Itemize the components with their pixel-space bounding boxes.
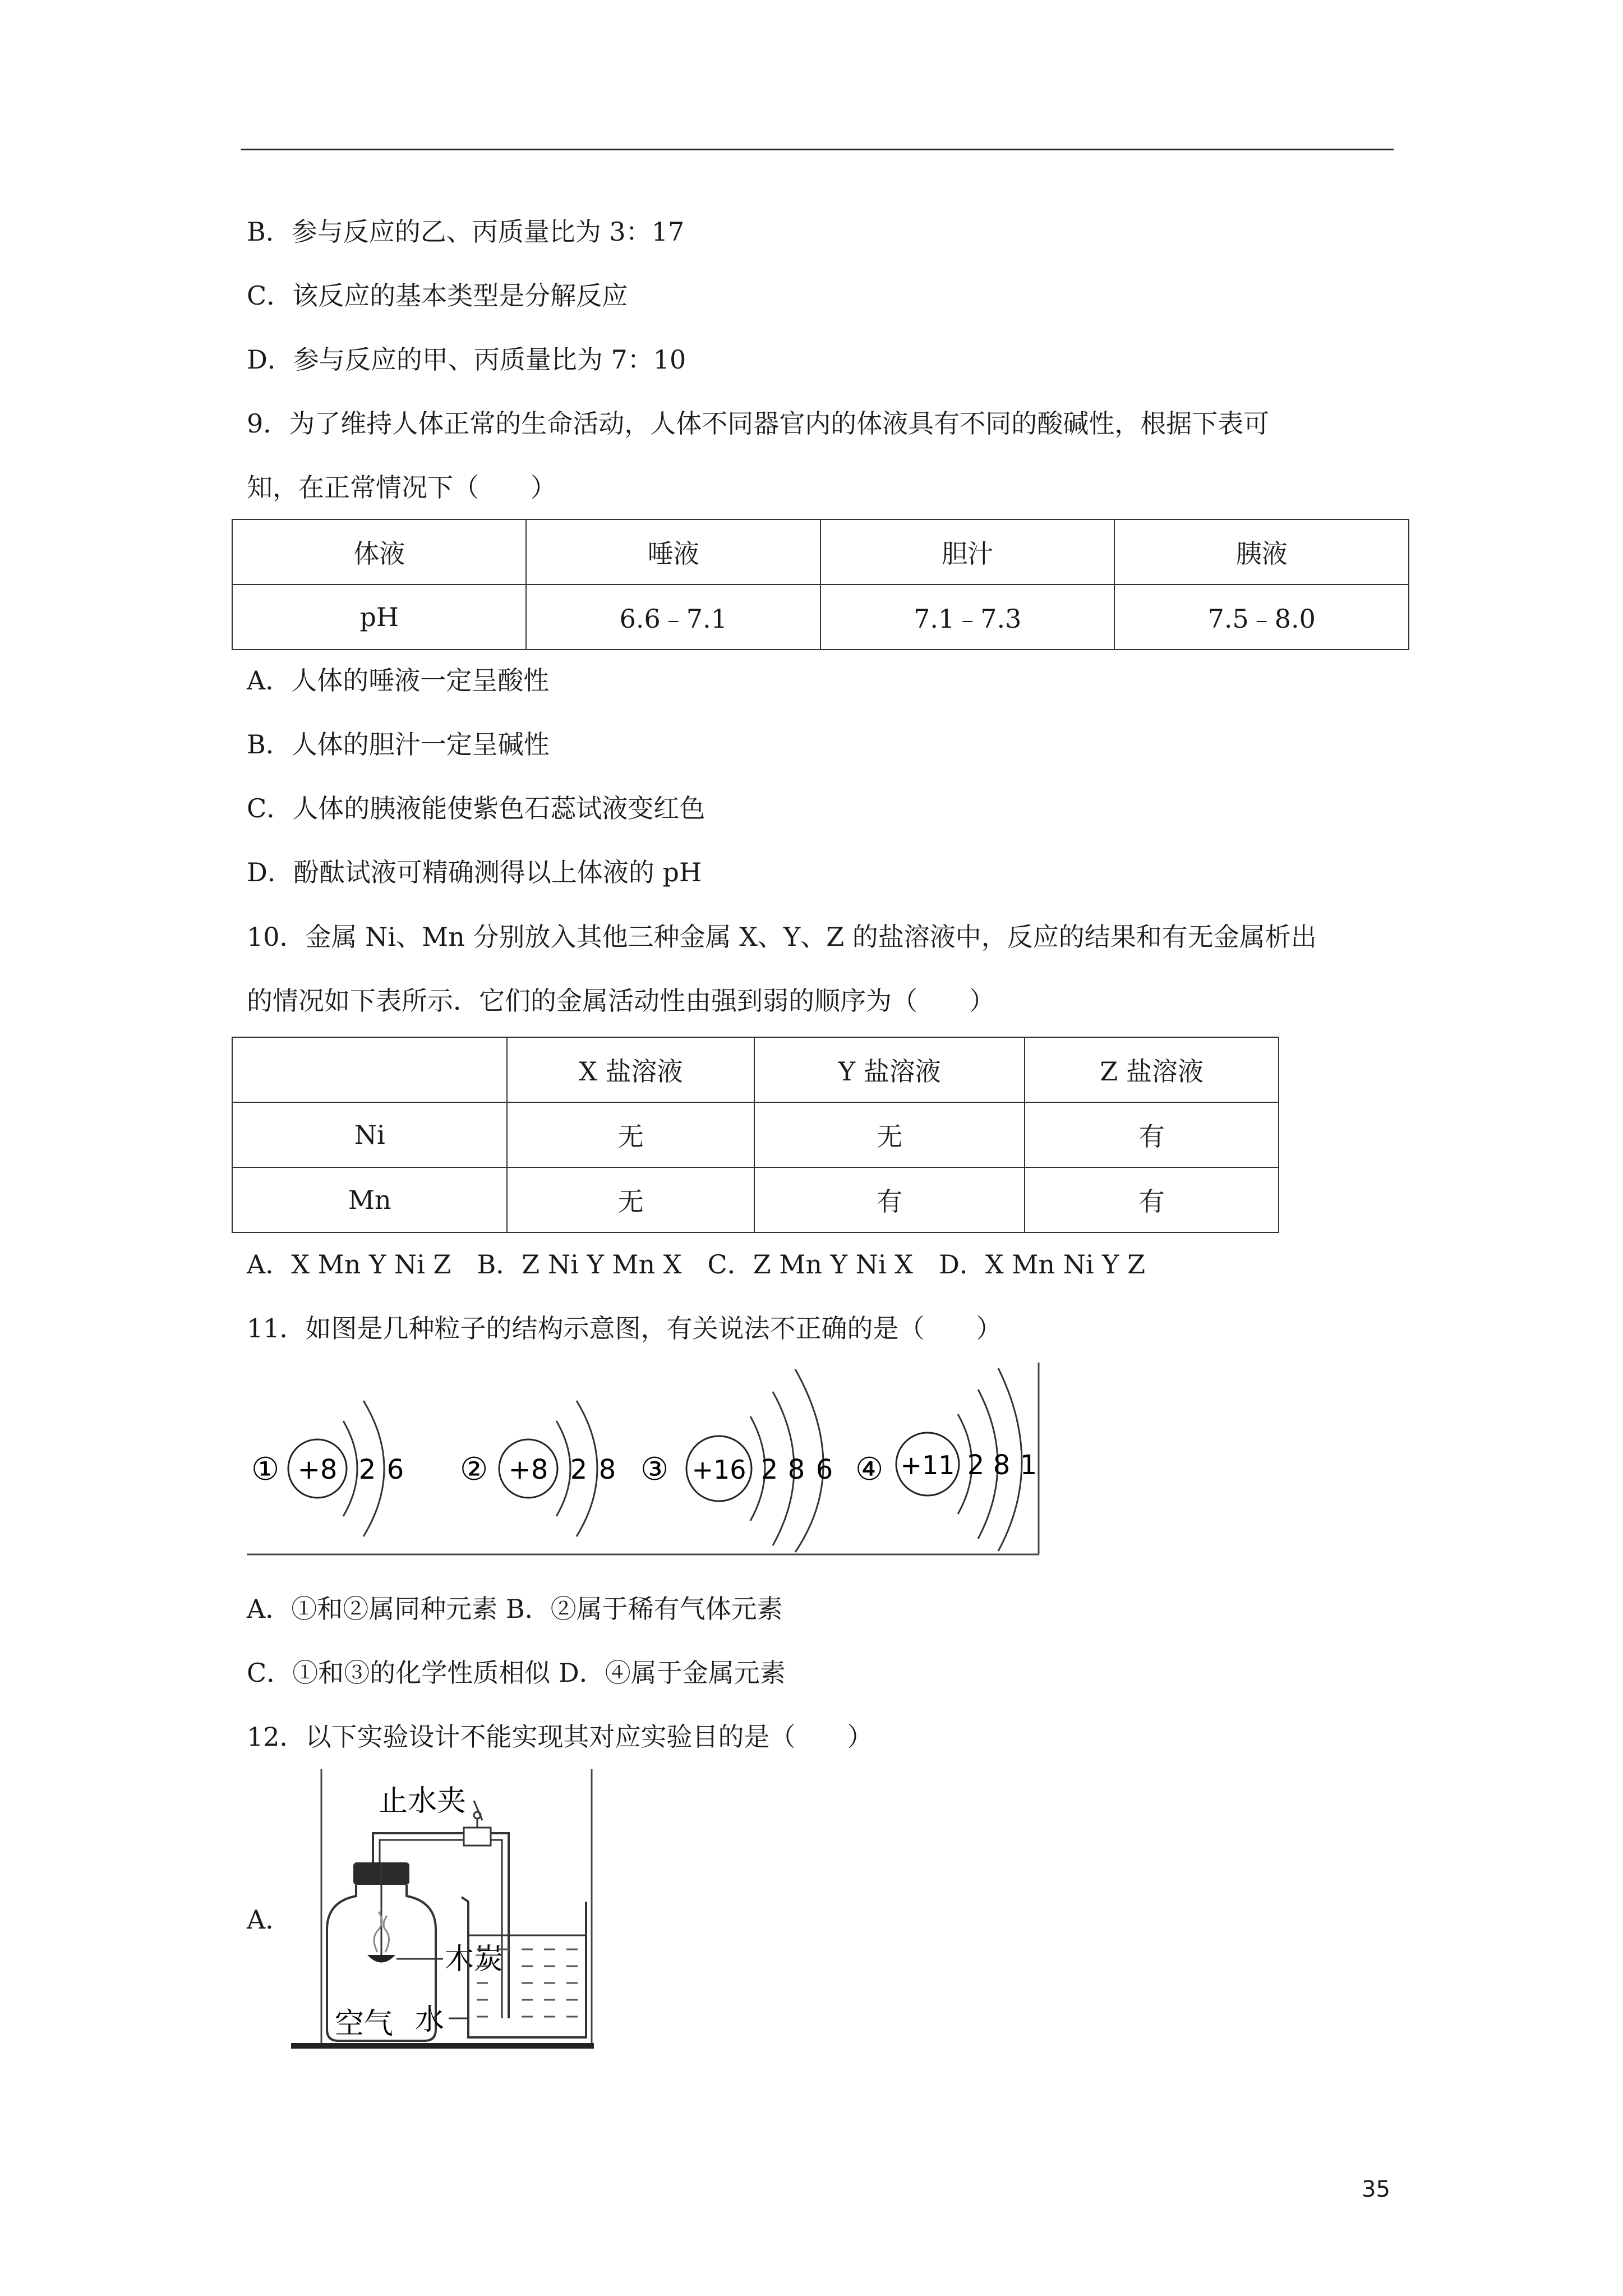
- clamp-label: 止水夹: [379, 1784, 467, 1818]
- q10-metal-table: [232, 1037, 1279, 1233]
- particle-4: [855, 1368, 1037, 1551]
- table-row: [232, 585, 1409, 650]
- table-cell: 7.5﹣8.0: [1114, 585, 1409, 650]
- water-stop-clamp: [464, 1828, 491, 1846]
- bench-base: [291, 2043, 594, 2049]
- q8-option-d: D．参与反应的甲、丙质量比为 7：10: [247, 344, 686, 375]
- table-cell: X 盐溶液: [507, 1037, 754, 1102]
- q10-stem-line2: 的情况如下表所示．它们的金属活动性由强到弱的顺序为（ ）: [247, 986, 995, 1016]
- particle-4-index: ④: [855, 1451, 884, 1488]
- particle-2-nucleus: +8: [508, 1454, 548, 1485]
- table-cell: 无: [754, 1102, 1025, 1167]
- q11-stem: 11．如图是几种粒子的结构示意图，有关说法不正确的是（ ）: [247, 1313, 1002, 1343]
- table-row: [232, 1037, 1279, 1102]
- table-cell: 有: [754, 1167, 1025, 1232]
- table-cell: 6.6﹣7.1: [526, 585, 820, 650]
- q8-option-c: C．该反应的基本类型是分解反应: [247, 280, 628, 311]
- glass-tube: [373, 1833, 509, 2018]
- table-cell: pH: [232, 585, 526, 650]
- table-cell: 体液: [232, 519, 526, 585]
- table-cell: Mn: [232, 1167, 507, 1232]
- particle-3-shell-3: 6: [815, 1454, 833, 1485]
- shell-arc: [556, 1421, 570, 1516]
- q12-stem: 12．以下实验设计不能实现其对应实验目的是（ ）: [247, 1722, 873, 1752]
- particle-1-shell-1: 2: [358, 1454, 376, 1485]
- particle-1-shell-2: 6: [386, 1454, 404, 1485]
- shell-arc: [343, 1421, 357, 1516]
- particle-2: [460, 1401, 616, 1536]
- table-row: [232, 1102, 1279, 1167]
- particle-4-shell-1: 2: [967, 1450, 985, 1481]
- q11-option-ab: A．①和②属同种元素 B．②属于稀有气体元素: [247, 1594, 783, 1624]
- particle-3-nucleus: +16: [691, 1455, 746, 1485]
- particle-4-shell-3: 1: [1020, 1450, 1038, 1481]
- particle-2-index: ②: [460, 1451, 488, 1488]
- q10-stem-line1: 10．金属 Ni、Mn 分别放入其他三种金属 X、Y、Z 的盐溶液中，反应的结果和有无金属析出: [247, 922, 1317, 952]
- table-cell: 胆汁: [820, 519, 1115, 585]
- combustion-spoon: [367, 1955, 395, 1963]
- q9-stem-line1: 9．为了维持人体正常的生命活动，人体不同器官内的体液具有不同的酸碱性，根据下表可: [247, 408, 1270, 439]
- header-rule: [241, 149, 1394, 150]
- table-cell: 无: [507, 1167, 754, 1232]
- particle-3: [640, 1369, 833, 1552]
- particle-1-index: ①: [251, 1451, 280, 1488]
- table-cell: 唾液: [526, 519, 820, 585]
- table-cell: 有: [1025, 1167, 1279, 1232]
- table-cell: [232, 1037, 507, 1102]
- charcoal-combustion-apparatus: [289, 1767, 603, 2056]
- table-cell: Z 盐溶液: [1025, 1037, 1279, 1102]
- particle-4-shell-2: 8: [993, 1450, 1011, 1481]
- table-cell: 有: [1025, 1102, 1279, 1167]
- particle-4-nucleus: +11: [900, 1450, 955, 1480]
- particle-1-nucleus: +8: [297, 1454, 338, 1485]
- q9-stem-line2: 知，在正常情况下（ ）: [247, 472, 556, 503]
- table-cell: 胰液: [1114, 519, 1409, 585]
- q9-option-b: B．人体的胆汁一定呈碱性: [247, 729, 550, 760]
- table-cell: Y 盐溶液: [754, 1037, 1025, 1102]
- q11-option-cd: C．①和③的化学性质相似 D．④属于金属元素: [247, 1658, 786, 1688]
- table-cell: 7.1﹣7.3: [820, 585, 1115, 650]
- q10-options: A．X Mn Y Ni Z B．Z Ni Y Mn X C．Z Mn Y Ni X D．X Mn Ni Y Z: [247, 1249, 1146, 1280]
- table-row: [232, 1167, 1279, 1232]
- table-row: [232, 519, 1409, 585]
- air-label: 空气: [335, 2007, 394, 2041]
- table-cell: Ni: [232, 1102, 507, 1167]
- particle-3-shell-2: 8: [787, 1454, 805, 1485]
- q9-option-a: A．人体的唾液一定呈酸性: [247, 665, 550, 696]
- q9-option-c: C．人体的胰液能使紫色石蕊试液变红色: [247, 793, 706, 823]
- particle-1: [251, 1401, 404, 1536]
- charcoal-label: 木炭: [445, 1943, 504, 1976]
- particle-3-index: ③: [640, 1451, 669, 1488]
- page-number: 35: [1362, 2177, 1390, 2202]
- particle-3-shell-1: 2: [760, 1454, 778, 1485]
- q9-ph-table: [232, 519, 1409, 650]
- water-label: 水: [415, 2003, 445, 2037]
- q12-option-a-label: A．: [247, 1904, 292, 1935]
- particle-2-shell-2: 8: [598, 1454, 616, 1485]
- q8-option-b: B．参与反应的乙、丙质量比为 3：17: [247, 217, 685, 247]
- q9-option-d: D．酚酞试液可精确测得以上体液的 pH: [247, 857, 702, 887]
- particle-2-shell-1: 2: [570, 1454, 588, 1485]
- particle-structure-diagram: [247, 1360, 1043, 1559]
- table-cell: 无: [507, 1102, 754, 1167]
